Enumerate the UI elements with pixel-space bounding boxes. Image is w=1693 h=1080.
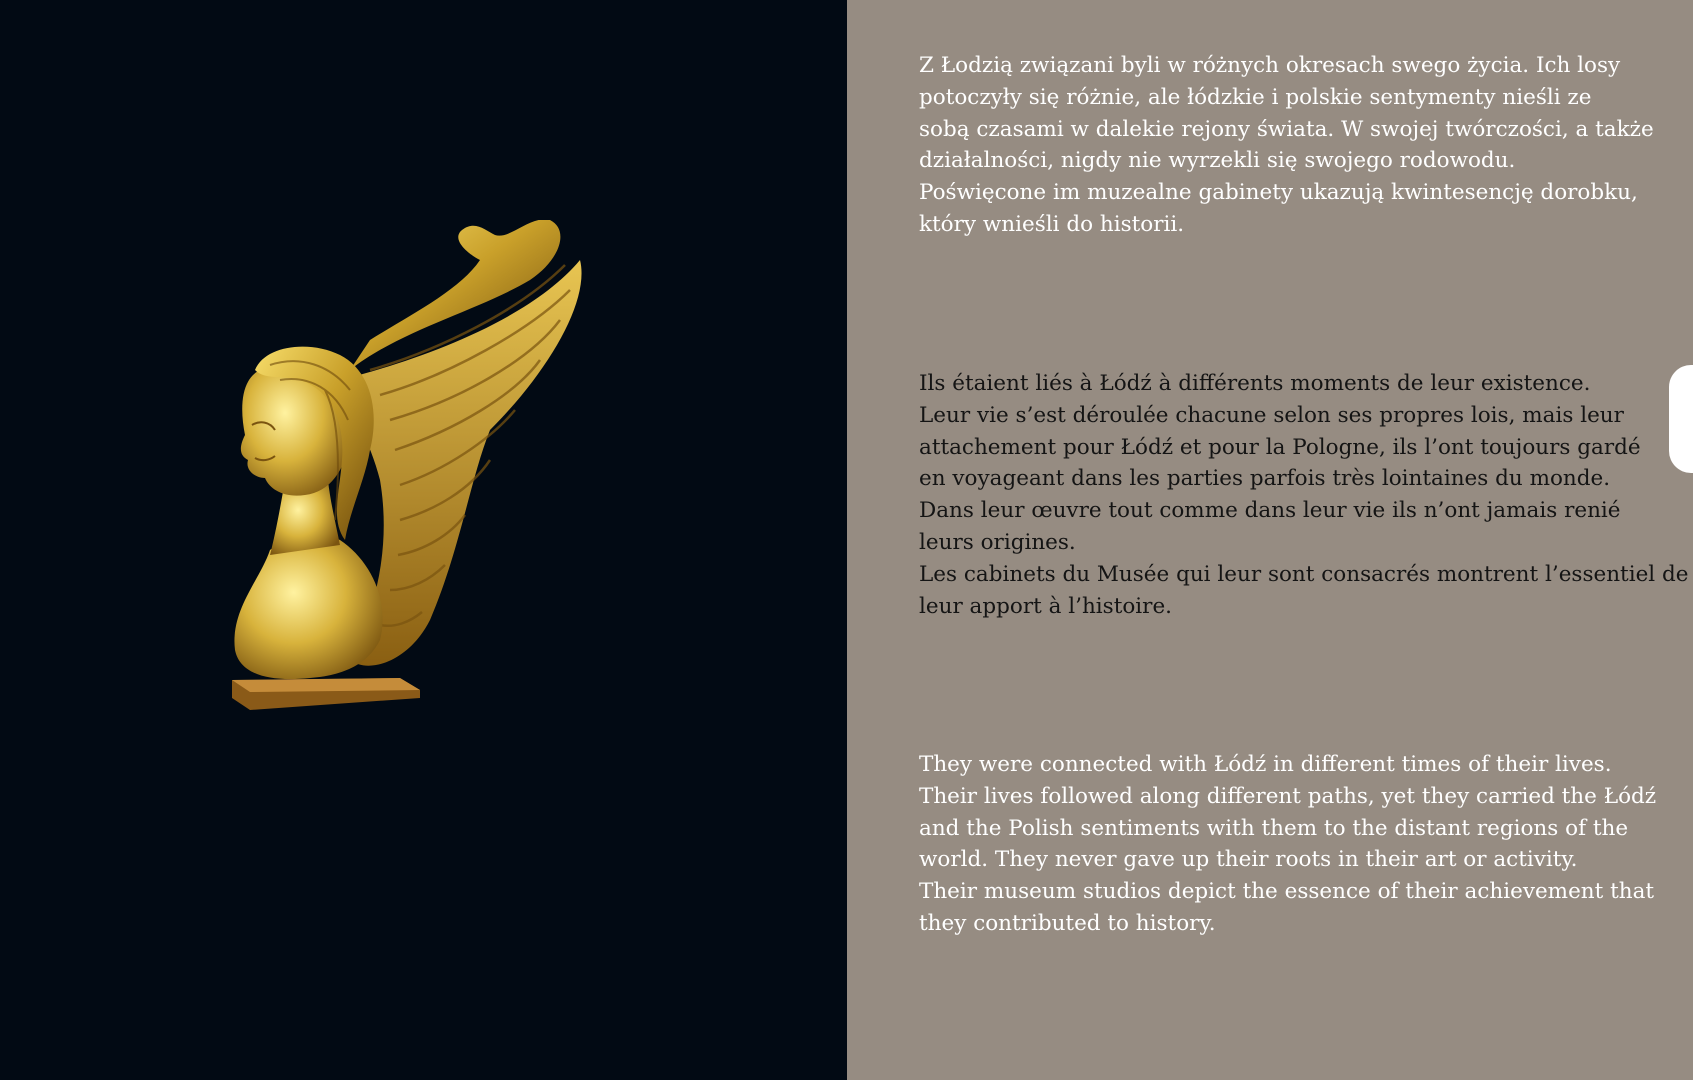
- text-line: Leur vie s’est déroulée chacune selon ses propres lois, mais leur: [919, 402, 1624, 428]
- text-line: potoczyły się różnie, ale łódzkie i polskie sentymenty nieśli ze: [919, 84, 1592, 110]
- text-line: en voyageant dans les parties parfois très lointaines du monde.: [919, 466, 1611, 492]
- text-line: world. They never gave up their roots in their art or activity.: [919, 847, 1578, 873]
- text-line: Ils étaient liés à Łódź à différents moments de leur existence.: [919, 371, 1591, 396]
- text-line: they contributed to history.: [919, 910, 1216, 936]
- french-paragraph: [919, 368, 1689, 622]
- text-line: leurs origines.: [919, 529, 1076, 555]
- text-line: attachement pour Łódź et pour la Pologne, ils l’ont toujours gardé: [919, 434, 1641, 460]
- winged-bust-icon: [230, 220, 650, 760]
- right-page: [847, 0, 1693, 1080]
- text-line: Their museum studios depict the essence of their achievement that: [919, 879, 1655, 905]
- text-line: leur apport à l’histoire.: [919, 593, 1173, 619]
- polish-paragraph: [919, 50, 1659, 241]
- english-paragraph: [919, 749, 1659, 940]
- text-line: Their lives followed along different paths, yet they carried the Łódź: [919, 783, 1657, 809]
- text-line: They were connected with Łódź in different times of their lives.: [919, 752, 1612, 777]
- text-line: and the Polish sentiments with them to the distant regions of the: [919, 815, 1629, 841]
- text-line: Z Łodzią związani byli w różnych okresach swego życia. Ich losy: [919, 53, 1621, 78]
- text-line: Poświęcone im muzealne gabinety ukazują kwintesencję dorobku,: [919, 180, 1638, 206]
- text-line: Dans leur œuvre tout comme dans leur vie ils n’ont jamais renié: [919, 498, 1621, 524]
- text-line: sobą czasami w dalekie rejony świata. W swojej twórczości, a także: [919, 116, 1654, 142]
- text-line: Les cabinets du Musée qui leur sont consacrés montrent l’essentiel de: [919, 561, 1689, 587]
- page-tab[interactable]: [1669, 365, 1693, 473]
- text-line: działalności, nigdy nie wyrzekli się swojego rodowodu.: [919, 148, 1516, 174]
- text-line: który wnieśli do historii.: [919, 211, 1185, 237]
